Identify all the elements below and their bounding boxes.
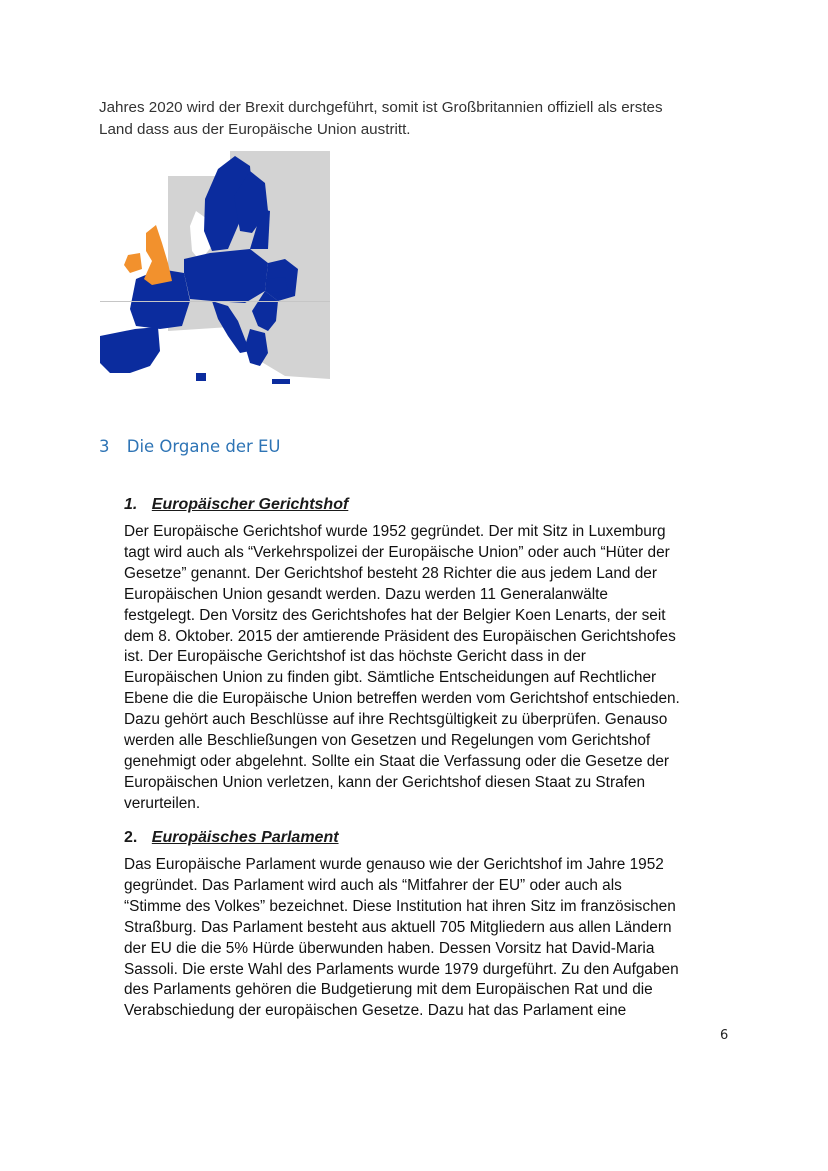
intro-line: Jahres 2020 wird der Brexit durchgeführt, somit ist Großbritannien offiziell als erstes (99, 99, 663, 116)
eu-map-image (100, 151, 330, 388)
text-line: Europäischen Union zu finden gibt. Sämtliche Entscheidungen auf Rechtlicher (124, 669, 657, 687)
text-line: gegründet. Das Parlament wird auch als “Mitfahrer der EU” oder auch als (124, 876, 622, 894)
text-line: Verabschiedung der europäischen Gesetze. Dazu hat das Parlament eine (124, 1002, 627, 1020)
text-line: Ebene die die Europäische Union betreffen werden vom Gerichtshof entschieden. (124, 690, 680, 708)
subsection-heading (124, 494, 744, 516)
subsection-title: Europäisches Parlament (151, 829, 339, 846)
subsection-parliament (124, 827, 744, 1022)
text-line: Straßburg. Das Parlament besteht aus aktuell 705 Mitgliedern aus allen Ländern (124, 918, 672, 936)
text-line: tagt wird auch als “Verkehrspolizei der Europäische Union” oder auch “Hüter der (124, 543, 670, 561)
text-line: “Stimme des Volkes” bezeichnet. Diese Institution hat ihren Sitz im französischen (124, 897, 676, 915)
text-line: des Parlaments gehören die Budgetierung mit dem Europäischen Rat und die (124, 981, 653, 999)
text-line: festgelegt. Den Vorsitz des Gerichtshofes hat der Belgier Koen Lenarts, der seit (124, 606, 666, 624)
intro-paragraph (99, 97, 739, 141)
subsection-number: 2. (124, 829, 138, 846)
text-line: dem 8. Oktober. 2015 der amtierende Präsident des Europäischen Gerichtshofes (124, 627, 676, 645)
intro-line: Land dass aus der Europäische Union austritt. (99, 121, 411, 138)
text-line: ist. Der Europäische Gerichtshof ist das höchste Gericht dass in der (124, 648, 586, 666)
subsection-court (124, 494, 744, 815)
text-line: Sassoli. Die erste Wahl des Parlaments wurde 1979 durgeführt. Zu den Aufgaben (124, 960, 679, 978)
text-line: Das Europäische Parlament wurde genauso wie der Gerichtshof im Jahre 1952 (124, 856, 664, 873)
text-line: Europäischen Union gesandt werden. Dazu werden 11 Generalanwälte (124, 585, 608, 603)
subsection-heading (124, 827, 744, 849)
text-line: Gesetze” genannt. Der Gerichtshof besteht 28 Richter die aus jedem Land der (124, 564, 657, 582)
text-line: werden alle Beschließungen von Gesetzen und Regelungen vom Gerichtshof (124, 732, 651, 750)
text-line: genehmigt oder abgelehnt. Sollte ein Staat die Verfassung oder die Gesetze der (124, 752, 670, 770)
text-line: Dazu gehört auch Beschlüsse auf ihre Rechtsgültigkeit zu überprüfen. Genauso (124, 711, 668, 729)
text-line: Europäischen Union verletzen, kann der Gerichtshof diesen Staat zu Strafen (124, 773, 646, 791)
section-title: Die Organe der EU (126, 437, 281, 456)
text-line: verurteilen. (124, 794, 201, 812)
page-number: 6 (720, 1028, 729, 1043)
section-heading (99, 437, 281, 456)
subsection-number: 1. (124, 496, 138, 513)
map-border-line (100, 301, 330, 302)
subsection-title: Europäischer Gerichtshof (151, 496, 349, 513)
text-line: der EU die die 5% Hürde überwunden haben. Dessen Vorsitz hat David-Maria (124, 939, 655, 957)
subsection-body (124, 855, 744, 1022)
section-number: 3 (99, 437, 110, 456)
text-line: Der Europäische Gerichtshof wurde 1952 gegründet. Der mit Sitz in Luxemburg (124, 523, 666, 540)
subsection-body (124, 522, 744, 815)
